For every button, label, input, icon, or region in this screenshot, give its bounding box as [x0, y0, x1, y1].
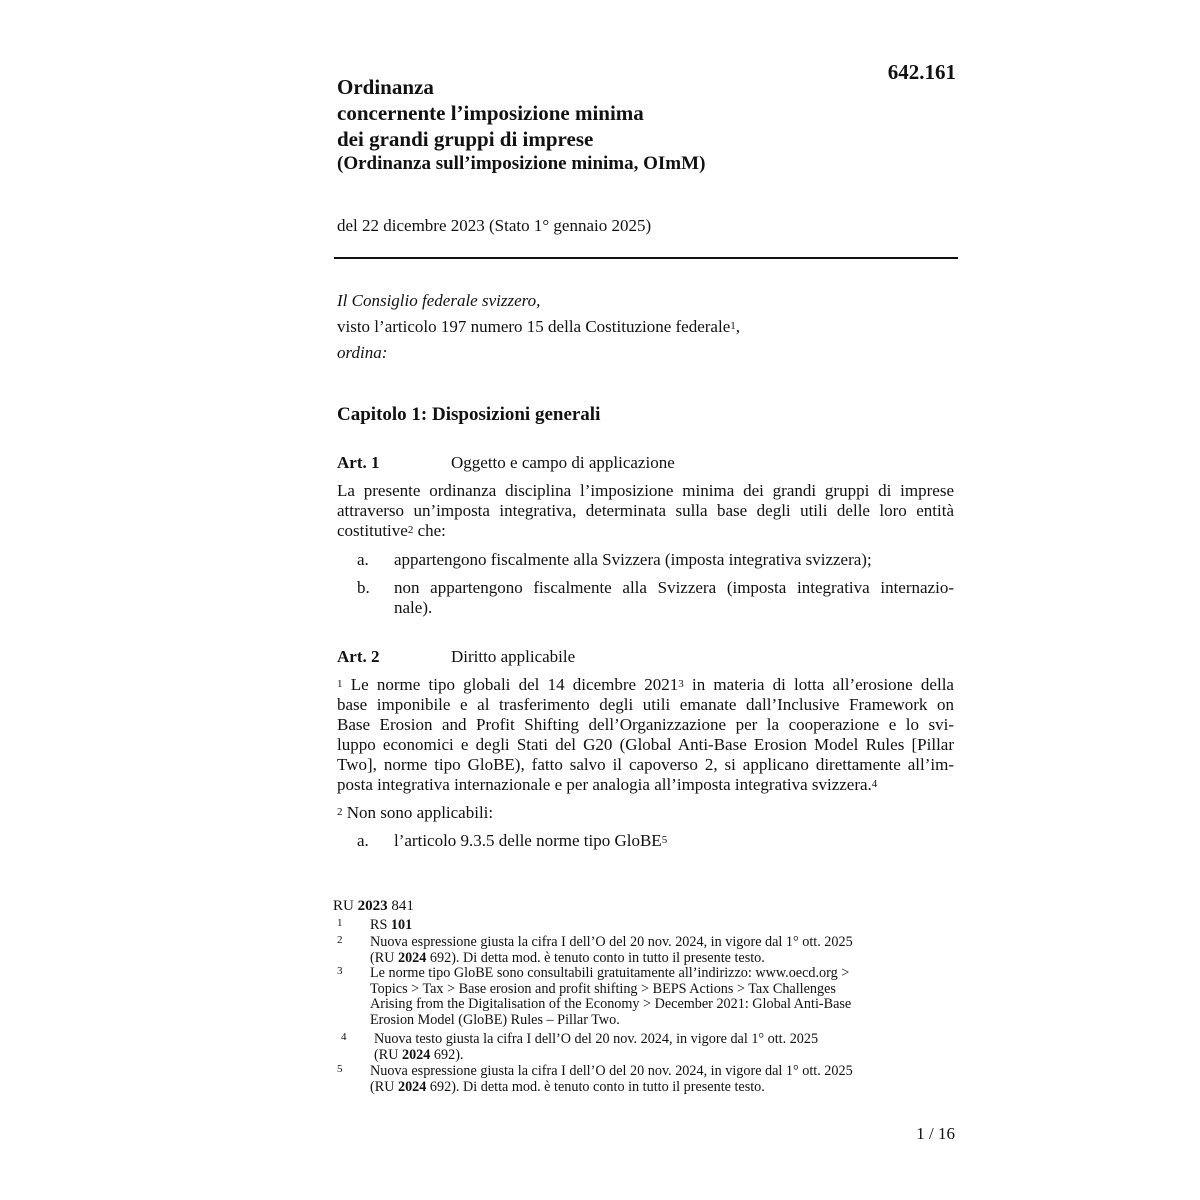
footnote — [337, 918, 937, 934]
paragraph-number: 1 — [337, 678, 343, 690]
footnote — [337, 1064, 937, 1096]
text-fragment: costitutive — [337, 521, 408, 540]
text-fragment: in materia di lotta all’erosione della — [683, 675, 954, 694]
list-item-text: non appartengono fiscalmente alla Svizzera (imposta integrativa internazio- — [394, 578, 954, 597]
list-item — [357, 550, 954, 570]
article-title: Oggetto e campo di applicazione — [451, 453, 675, 472]
sr-number: 642.161 — [887, 60, 956, 84]
text-line: La presente ordinanza disciplina l’imposizione minima dei grandi gruppi di imprese — [337, 481, 954, 500]
text-fragment: RS — [370, 917, 391, 933]
footnote — [337, 935, 937, 967]
article-number: Art. 2 — [337, 647, 380, 666]
text-fragment: 692). Di detta mod. è tenuto conto in tutto il presente testo. — [426, 1078, 765, 1095]
article-heading — [337, 647, 575, 667]
document-title — [337, 74, 857, 152]
text-fragment: posta integrativa internazionale e per analogia all’imposta integrativa svizzera. — [337, 775, 872, 794]
list-item-label: b. — [357, 578, 370, 597]
footnote-ref-2[interactable]: 2 — [407, 524, 414, 536]
text-line: attraverso un’imposta integrativa, determinata sulla base degli utili delle loro entità — [337, 501, 954, 520]
preamble-authority: Il Consiglio federale svizzero, — [337, 291, 541, 310]
title-line: dei grandi gruppi di imprese — [337, 127, 594, 151]
article-paragraph — [337, 803, 954, 823]
preamble-basis-end: , — [735, 317, 740, 336]
text-line — [337, 675, 954, 695]
footnote-text: Arising from the Digitalisation of the Economy > December 2021: Global Anti-Base — [370, 996, 852, 1013]
text-line: luppo economici e degli Stati del G20 (Global Anti-Base Erosion Model Rules [Pillar — [337, 735, 954, 754]
footnote — [337, 966, 937, 1030]
text-line: Two], norme tipo GloBE), fatto salvo il capoverso 2, si applicano direttamente all’im- — [337, 755, 954, 774]
text-line: base imponibile e al trasferimento degli utili emanate dall’Inclusive Framework on — [337, 695, 954, 714]
text-fragment: che: — [413, 521, 446, 540]
list-item-text — [394, 831, 954, 851]
footnote-text: Erosion Model (GloBE) Rules – Pillar Two. — [370, 1011, 620, 1028]
text-fragment: Le norme tipo globali del 14 dicembre 2021 — [342, 675, 679, 694]
text-line — [337, 521, 954, 541]
footnote-number: 2 — [337, 934, 343, 946]
ru-page: 841 — [387, 898, 414, 914]
footnote-number: 1 — [337, 917, 343, 929]
ru-prefix: RU — [333, 898, 358, 914]
footnote-text — [370, 918, 940, 934]
text-line: Base Erosion and Profit Shifting dell’Organizzazione per la cooperazione e lo svi- — [337, 715, 954, 734]
preamble — [337, 288, 740, 366]
text-fragment: 2024 — [397, 1078, 427, 1095]
article-paragraph — [337, 675, 954, 795]
header-divider — [334, 257, 958, 259]
preamble-basis-text: visto l’articolo 197 numero 15 della Costituzione federale — [337, 317, 731, 336]
title-line: concernente l’imposizione minima — [337, 101, 644, 125]
article-number: Art. 1 — [337, 453, 380, 472]
footnote-ref-1[interactable]: 1 — [730, 320, 736, 332]
footnote-number: 5 — [337, 1063, 343, 1075]
page-number: 1 / 16 — [916, 1124, 955, 1143]
footnote-number: 3 — [337, 965, 343, 977]
text-fragment: 2024 — [397, 949, 427, 966]
footnote-text — [370, 1080, 940, 1096]
list-item-label: a. — [357, 550, 369, 569]
text-fragment: 2024 — [401, 1046, 431, 1063]
text-line — [337, 775, 954, 795]
footnote-text: Le norme tipo GloBE sono consultabili gratuitamente all’indirizzo: www.oecd.org > — [370, 965, 850, 981]
footnote-number: 4 — [341, 1031, 347, 1043]
footnote-ref-3[interactable]: 3 — [678, 678, 684, 690]
footnote — [337, 1032, 937, 1064]
chapter-title: Capitolo 1: Disposizioni generali — [337, 404, 601, 425]
footnote-text: Nuova espressione giusta la cifra I dell’O del 20 nov. 2024, in vigore dal 1° ott. 2025 — [370, 934, 853, 950]
preamble-decree: ordina: — [337, 343, 388, 362]
text-fragment: (RU — [370, 1078, 398, 1095]
official-compilation-ref — [333, 898, 414, 915]
document-date: del 22 dicembre 2023 (Stato 1° gennaio 2025) — [337, 216, 652, 235]
text-fragment: 101 — [390, 917, 413, 933]
footnote-text: Nuova testo giusta la cifra I dell’O del 20 nov. 2024, in vigore dal 1° ott. 2025 — [374, 1031, 819, 1047]
list-item-text: appartengono fiscalmente alla Svizzera (imposta integrativa svizzera); — [394, 550, 872, 569]
footnote-text: Topics > Tax > Base erosion and profit shifting > BEPS Actions > Tax Challenges — [370, 980, 836, 997]
text-fragment: 692). — [430, 1046, 464, 1063]
text-fragment: (RU — [374, 1046, 402, 1063]
footnote-ref-5[interactable]: 5 — [661, 834, 668, 846]
list-item-text: nale). — [394, 598, 433, 617]
preamble-basis — [337, 314, 740, 340]
title-line: Ordinanza — [337, 75, 434, 99]
text-fragment: l’articolo 9.3.5 delle norme tipo GloBE — [394, 831, 662, 850]
footnote-text — [374, 1048, 944, 1064]
text-fragment: Non sono applicabili: — [342, 803, 494, 822]
footnote-text — [370, 951, 940, 967]
footnote-ref-4[interactable]: 4 — [871, 778, 878, 790]
ru-year: 2023 — [357, 898, 388, 914]
text-line — [337, 803, 954, 823]
footnote-text: Nuova espressione giusta la cifra I dell’O del 20 nov. 2024, in vigore dal 1° ott. 2025 — [370, 1063, 853, 1079]
list-item — [357, 831, 954, 851]
text-fragment: (RU — [370, 949, 398, 966]
list-item-label: a. — [357, 831, 369, 850]
document-subtitle: (Ordinanza sull’imposizione minima, OImM) — [337, 153, 706, 174]
paragraph-number: 2 — [337, 806, 343, 818]
article-paragraph — [337, 481, 954, 541]
list-item — [357, 578, 954, 618]
article-heading — [337, 453, 675, 473]
article-title: Diritto applicabile — [451, 647, 576, 666]
text-fragment: 692). Di detta mod. è tenuto conto in tutto il presente testo. — [426, 949, 765, 966]
